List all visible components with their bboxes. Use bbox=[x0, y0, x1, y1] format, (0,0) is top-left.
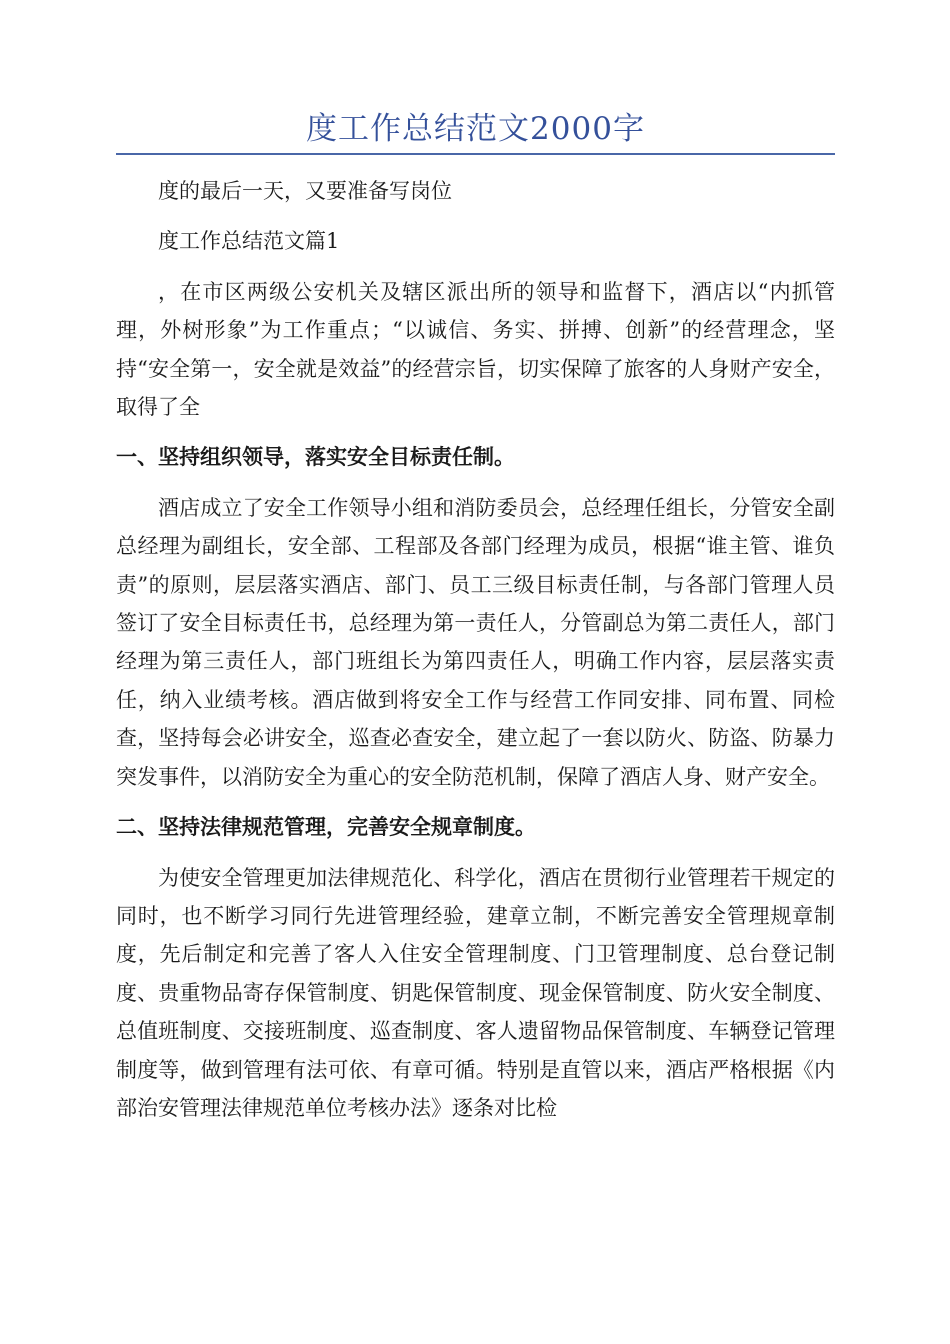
paragraph-section-2: 为使安全管理更加法律规范化、科学化，酒店在贯彻行业管理若干规定的同时，也不断学习同行先进管理经验，建章立制，不断完善安全管理规章制度，先后制定和完善了客人入住安全管理制度、门卫管理制度、总台登记制度、贵重物品寄存保管制度、钥匙保管制度、现金保管制度、防火安全制度、总值班制度、交接班制度、巡查制度、客人遗留物品保管制度、车辆登记管理制度等，做到管理有法可依、有章可循。特别是直管以来，酒店严格根据《内部治安管理法律规范单位考核办法》逐条对比检 bbox=[116, 865, 835, 1120]
subtitle-line: 度工作总结范文篇1 bbox=[158, 229, 340, 254]
intro-line: 度的最后一天，又要准备写岗位 bbox=[158, 179, 452, 203]
title-underline bbox=[116, 153, 835, 155]
paragraph-gap bbox=[116, 426, 835, 438]
paragraph-gap bbox=[116, 796, 835, 808]
paragraph-gap bbox=[116, 477, 835, 489]
document-title: 度工作总结范文2000字 bbox=[306, 111, 645, 147]
paragraph-gap bbox=[116, 847, 835, 859]
paragraph-section-1: 酒店成立了安全工作领导小组和消防委员会，总经理任组长，分管安全副总经理为副组长，安全部、工程部及各部门经理为成员，根据“谁主管、谁负责”的原则，层层落实酒店、部门、员工三级目标责任制，与各部门管理人员签订了安全目标责任书，总经理为第一责任人，分管副总为第二责任人，部门经理为第三责任人，部门班组长为第四责任人，明确工作内容，层层落实责任，纳入业绩考核。酒店做到将安全工作与经营工作同安排、同布置、同检查，坚持每会必讲安全，巡查必查安全，建立起了一套以防火、防盗、防暴力突发事件，以消防安全为重心的安全防范机制，保障了酒店人身、财产安全。 bbox=[116, 495, 835, 789]
section-heading-1: 一、坚持组织领导，落实安全目标责任制。 bbox=[116, 445, 515, 470]
document-body bbox=[116, 172, 835, 1127]
paragraph-gap bbox=[116, 261, 835, 273]
paragraph-opening: ，在市区两级公安机关及辖区派出所的领导和监督下，酒店以“内抓管理，外树形象”为工作重点；“以诚信、务实、拼搏、创新”的经营理念，坚持“安全第一，安全就是效益”的经营宗旨，切实保障了旅客的人身财产安全，取得了全 bbox=[116, 279, 835, 420]
section-heading-2: 二、坚持法律规范管理，完善安全规章制度。 bbox=[116, 815, 536, 840]
paragraph-gap bbox=[116, 210, 835, 222]
